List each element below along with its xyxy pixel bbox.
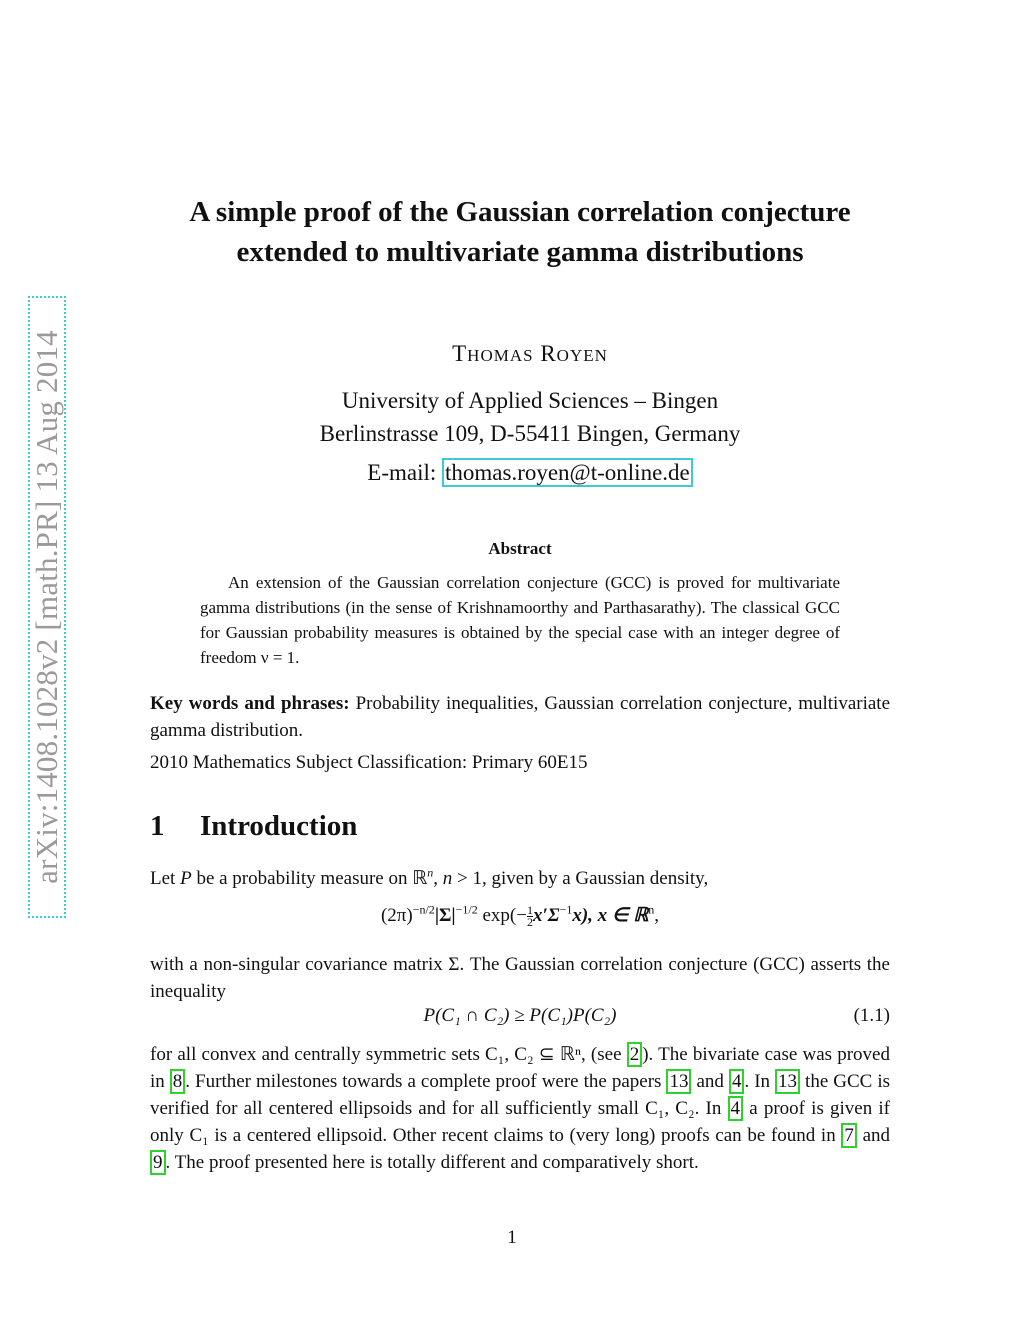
author-name: THOMAS ROYEN bbox=[452, 341, 608, 366]
arxiv-stamp[interactable]: arXiv:1408.1028v2 [math.PR] 13 Aug 2014 bbox=[28, 296, 66, 918]
keywords bbox=[150, 690, 890, 744]
affiliation-line-1: University of Applied Sciences – Bingen bbox=[341, 388, 719, 413]
email-line bbox=[160, 460, 900, 486]
abstract-heading: Abstract bbox=[488, 539, 552, 558]
page-number: 1 bbox=[507, 1227, 517, 1248]
paper-title: A simple proof of the Gaussian correlation conjecture extended to multivariate gamma distributions bbox=[189, 196, 851, 268]
gcc-inequality-expr: P(C₁ ∩ C₂) ≥ P(C₁)P(C₂) bbox=[423, 1005, 617, 1026]
keywords-text: Probability inequalities, Gaussian correlation conjecture, multivariate gamma distribution. bbox=[150, 693, 891, 741]
citation-link[interactable]: 4 bbox=[729, 1069, 745, 1094]
citation-link[interactable]: 4 bbox=[728, 1096, 744, 1121]
citation-link[interactable]: 13 bbox=[666, 1069, 691, 1094]
msc-classification: 2010 Mathematics Subject Classification: Primary 60E15 bbox=[150, 752, 588, 773]
section-number: 1 bbox=[150, 810, 165, 842]
affiliation bbox=[160, 384, 900, 450]
affiliation-line-2: Berlinstrasse 109, D-55411 Bingen, Germany bbox=[319, 421, 741, 446]
abstract-text: An extension of the Gaussian correlation conjecture (GCC) is proved for multivariate gamma distributions (in the sense of Krishnamoorthy and Parthasarathy). The classical GCC for Gaussian probability measures is obtained by the special case with an integer degree of freedom ν = 1. bbox=[200, 573, 840, 667]
intro-paragraph-3: for all convex and centrally symmetric sets C₁, C₂ ⊆ ℝⁿ, (see 2 ). The bivariate case was proved in 8 . Further milestones towards a complete proof were the papers 13 and 4 . In 13 the GCC is verified for all centered ellipsoids and for all sufficiently small C₁, C₂. In 4 a proof is given if only C₁ is a centered ellipsoid. Other recent claims to (very long) proofs can be found in 7 and 9 . The proof presented here is totally different and comparatively short. bbox=[150, 1044, 891, 1173]
citation-link[interactable]: 2 bbox=[627, 1042, 643, 1067]
section-title: Introduction bbox=[200, 810, 358, 842]
gcc-inequality bbox=[150, 1005, 890, 1033]
equation-number: (1.1) bbox=[853, 1005, 890, 1026]
citation-link[interactable]: 13 bbox=[775, 1069, 800, 1094]
citation-link[interactable]: 9 bbox=[150, 1150, 166, 1175]
citation-link[interactable]: 7 bbox=[841, 1123, 857, 1148]
citation-link[interactable]: 8 bbox=[170, 1069, 186, 1094]
intro-paragraph-2: with a non-singular covariance matrix Σ. The Gaussian correlation conjecture (GCC) asserts the inequality bbox=[150, 954, 890, 1002]
gaussian-density-formula: $(2\pi)^{-n/2}|\Sigma|^{-1/2}$ exp(− $\frac{1}{2}$ $x'\Sigma^{-1}x$), x ∈ ℝ$^n$, bbox=[380, 902, 660, 930]
email-link[interactable]: thomas.royen@t-online.de bbox=[442, 458, 693, 487]
section-heading bbox=[150, 810, 357, 843]
intro-paragraph-1: Let P be a probability measure on ℝ$^n$, n > 1, given by a Gaussian density, bbox=[150, 865, 709, 889]
keywords-label: Key words and phrases: bbox=[150, 693, 350, 714]
email-label: E-mail: bbox=[367, 460, 442, 485]
